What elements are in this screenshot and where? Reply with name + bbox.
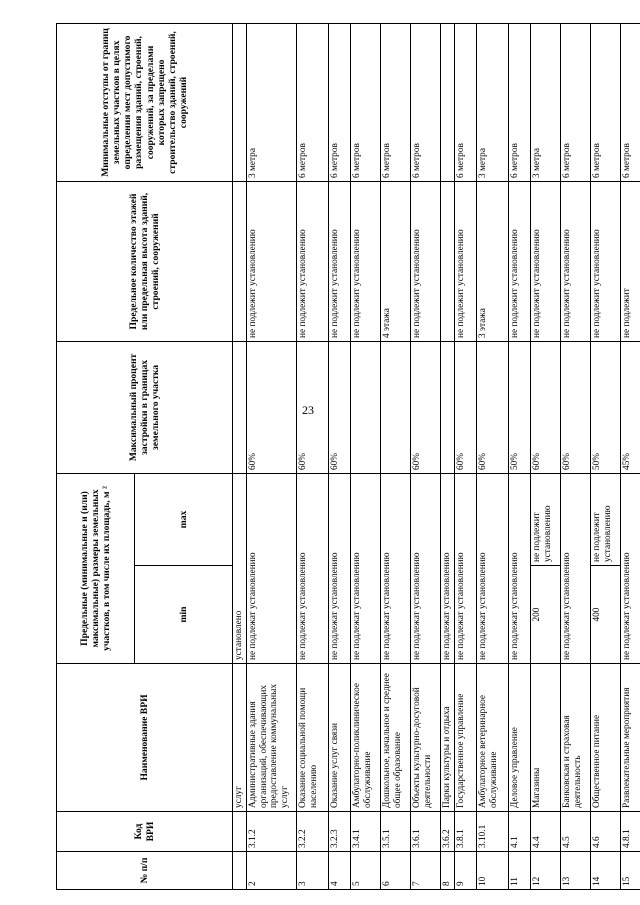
cell-code: 3.8.1 xyxy=(455,812,477,852)
table-row xyxy=(381,23,411,889)
cell-percent xyxy=(233,341,247,473)
table-row xyxy=(561,23,591,889)
cell-code: 3.6.2 xyxy=(441,812,455,852)
cell-num: 4 xyxy=(329,852,351,890)
cell-setback: 6 метров xyxy=(455,23,477,181)
cell-name: Объекты культурно-досуговой деятельности xyxy=(411,664,441,812)
cell-floors: не подлежит установлению xyxy=(247,181,297,341)
cell-percent: 60% xyxy=(455,341,477,473)
regulations-table xyxy=(56,23,640,890)
cell-setback: 6 метров xyxy=(381,23,411,181)
cell-code: 3.5.1 xyxy=(381,812,411,852)
cell-setback: 6 метров xyxy=(351,23,381,181)
cell-code: 4.8.1 xyxy=(621,812,640,852)
cell-num: 13 xyxy=(561,852,591,890)
header-setback: Минимальные отступы от границ земельных участков в целях определения мест допустимого размещения зданий, строений, сооружений, за пределами которых запрещено строительство зданий, строений, сооружений xyxy=(57,23,233,181)
cell-num: 7 xyxy=(411,852,441,890)
cell-percent: 60% xyxy=(297,341,329,473)
cell-num: 12 xyxy=(531,852,561,890)
cell-min: не подлежат установлению xyxy=(411,473,441,663)
cell-floors xyxy=(233,181,247,341)
cell-name: Развлекательные мероприятия xyxy=(621,664,640,812)
cell-floors: не подлежит установлению xyxy=(531,181,561,341)
cell-floors: не подлежит xyxy=(621,181,640,341)
cell-name: Общественное питание xyxy=(591,664,621,812)
table-row xyxy=(411,23,441,889)
cell-percent xyxy=(351,341,381,473)
cell-min: не подлежат установлению xyxy=(509,473,531,663)
cell-setback xyxy=(233,23,247,181)
header-num: № п/п xyxy=(57,852,233,890)
cell-percent xyxy=(441,341,455,473)
cell-percent: 60% xyxy=(531,341,561,473)
cell-name: Оказание социальной помощи населению xyxy=(297,664,329,812)
cell-code: 3.6.1 xyxy=(411,812,441,852)
cell-percent: 60% xyxy=(561,341,591,473)
table-row xyxy=(247,23,297,889)
table-row xyxy=(455,23,477,889)
table-row xyxy=(509,23,531,889)
cell-num: 11 xyxy=(509,852,531,890)
cell-code: 4.1 xyxy=(509,812,531,852)
header-max: max xyxy=(135,473,233,565)
cell-percent: 50% xyxy=(509,341,531,473)
cell-floors: не подлежит установлению xyxy=(297,181,329,341)
cell-code: 4.4 xyxy=(531,812,561,852)
cell-code: 3.4.1 xyxy=(351,812,381,852)
cell-min: не подлежат установлению xyxy=(351,473,381,663)
cell-percent: 60% xyxy=(477,341,509,473)
cell-floors: не подлежит установлению xyxy=(411,181,441,341)
table-row xyxy=(351,23,381,889)
table-row xyxy=(329,23,351,889)
cell-min: не подлежат установлению xyxy=(477,473,509,663)
cell-code: 3.10.1 xyxy=(477,812,509,852)
cell-floors: 3 этажа xyxy=(477,181,509,341)
header-name: Наименование ВРИ xyxy=(57,664,233,812)
cell-name: Банковская и страховая деятельность xyxy=(561,664,591,812)
cell-name: Государственное управление xyxy=(455,664,477,812)
cell-name: Амбулаторно-поликлиническое обслуживание xyxy=(351,664,381,812)
cell-min: 400 xyxy=(591,566,621,664)
cell-percent: 50% xyxy=(591,341,621,473)
cell-min: не подлежат установлению xyxy=(441,473,455,663)
cell-setback: 3 метра xyxy=(477,23,509,181)
cell-setback: 6 метров xyxy=(621,23,640,181)
cell-num: 8 xyxy=(441,852,455,890)
cell-min: не подлежат установлению xyxy=(329,473,351,663)
cell-code: 3.2.3 xyxy=(329,812,351,852)
cell-percent: 60% xyxy=(329,341,351,473)
table-row xyxy=(591,23,621,889)
cell-name: услуг xyxy=(233,664,247,812)
cell-setback: 6 метров xyxy=(411,23,441,181)
cell-min: не подлежат установлению xyxy=(455,473,477,663)
cell-setback: 6 метров xyxy=(561,23,591,181)
cell-num: 15 xyxy=(621,852,640,890)
cell-min: не подлежат установлению xyxy=(381,473,411,663)
cell-name: Магазины xyxy=(531,664,561,812)
cell-floors: 4 этажа xyxy=(381,181,411,341)
cell-floors: не подлежит установлению xyxy=(591,181,621,341)
cell-min: не подлежат установлению xyxy=(247,473,297,663)
table-row xyxy=(621,23,640,889)
cell-setback: 3 метра xyxy=(531,23,561,181)
cell-setback: 6 метров xyxy=(509,23,531,181)
cell-setback: 6 метров xyxy=(297,23,329,181)
cell-num: 10 xyxy=(477,852,509,890)
cell-percent: 60% xyxy=(411,341,441,473)
cell-floors: не подлежит установлению xyxy=(351,181,381,341)
cell-code: 3.1.2 xyxy=(247,812,297,852)
cell-percent xyxy=(381,341,411,473)
cell-num: 9 xyxy=(455,852,477,890)
cell-floors: не подлежит установлению xyxy=(561,181,591,341)
cell-max: не подлежит установлению xyxy=(531,473,561,565)
header-code: Код ВРИ xyxy=(57,812,233,852)
cell-floors: не подлежит установлению xyxy=(455,181,477,341)
table-row xyxy=(297,23,329,889)
cell-setback: 3 метра xyxy=(247,23,297,181)
cell-setback: 6 метров xyxy=(591,23,621,181)
cell-code: 4.6 xyxy=(591,812,621,852)
cell-min: не подлежат установлению xyxy=(297,473,329,663)
page-number: 23 xyxy=(302,403,314,417)
cell-name: Парки культуры и отдыха xyxy=(441,664,455,812)
cell-num: 2 xyxy=(247,852,297,890)
table-container xyxy=(56,20,632,890)
cell-setback: 6 метров xyxy=(329,23,351,181)
header-min: min xyxy=(135,566,233,664)
table-row xyxy=(531,23,561,889)
cell-num xyxy=(233,852,247,890)
cell-code: 3.2.2 xyxy=(297,812,329,852)
table-row xyxy=(441,23,455,889)
cell-name: Дошкольное, начальное и среднее общее образование xyxy=(381,664,411,812)
cell-num: 3 xyxy=(297,852,329,890)
cell-code: 4.5 xyxy=(561,812,591,852)
header-floors: Предельное количество этажей или предельная высота зданий, строений, сооружений xyxy=(57,181,233,341)
table-body xyxy=(233,23,640,889)
cell-name: Административные здания организаций, обеспечивающих предоставление коммунальных услуг xyxy=(247,664,297,812)
cell-min: 200 xyxy=(531,566,561,664)
cell-code xyxy=(233,812,247,852)
cell-percent: 45% xyxy=(621,341,640,473)
table-row xyxy=(233,23,247,889)
cell-floors: не подлежит установлению xyxy=(509,181,531,341)
cell-name: Деловое управление xyxy=(509,664,531,812)
cell-min: установлено xyxy=(233,473,247,663)
cell-floors: не подлежит установлению xyxy=(329,181,351,341)
header-size: Предельные (минимальные и (или) максимальные) размеры земельных участков, в том числе их площадь, м ² xyxy=(57,473,135,663)
cell-min: не подлежат установлению xyxy=(621,473,640,663)
cell-name: Оказание услуг связи xyxy=(329,664,351,812)
table-row xyxy=(477,23,509,889)
cell-setback xyxy=(441,23,455,181)
header-percent: Максимальный процент застройки в границах земельного участка xyxy=(57,341,233,473)
cell-min: не подлежат установлению xyxy=(561,473,591,663)
cell-max: не подлежит установлению xyxy=(591,473,621,565)
cell-num: 6 xyxy=(381,852,411,890)
cell-percent: 60% xyxy=(247,341,297,473)
cell-num: 5 xyxy=(351,852,381,890)
cell-name: Амбулаторное ветеринарное обслуживание xyxy=(477,664,509,812)
cell-num: 14 xyxy=(591,852,621,890)
cell-floors xyxy=(441,181,455,341)
